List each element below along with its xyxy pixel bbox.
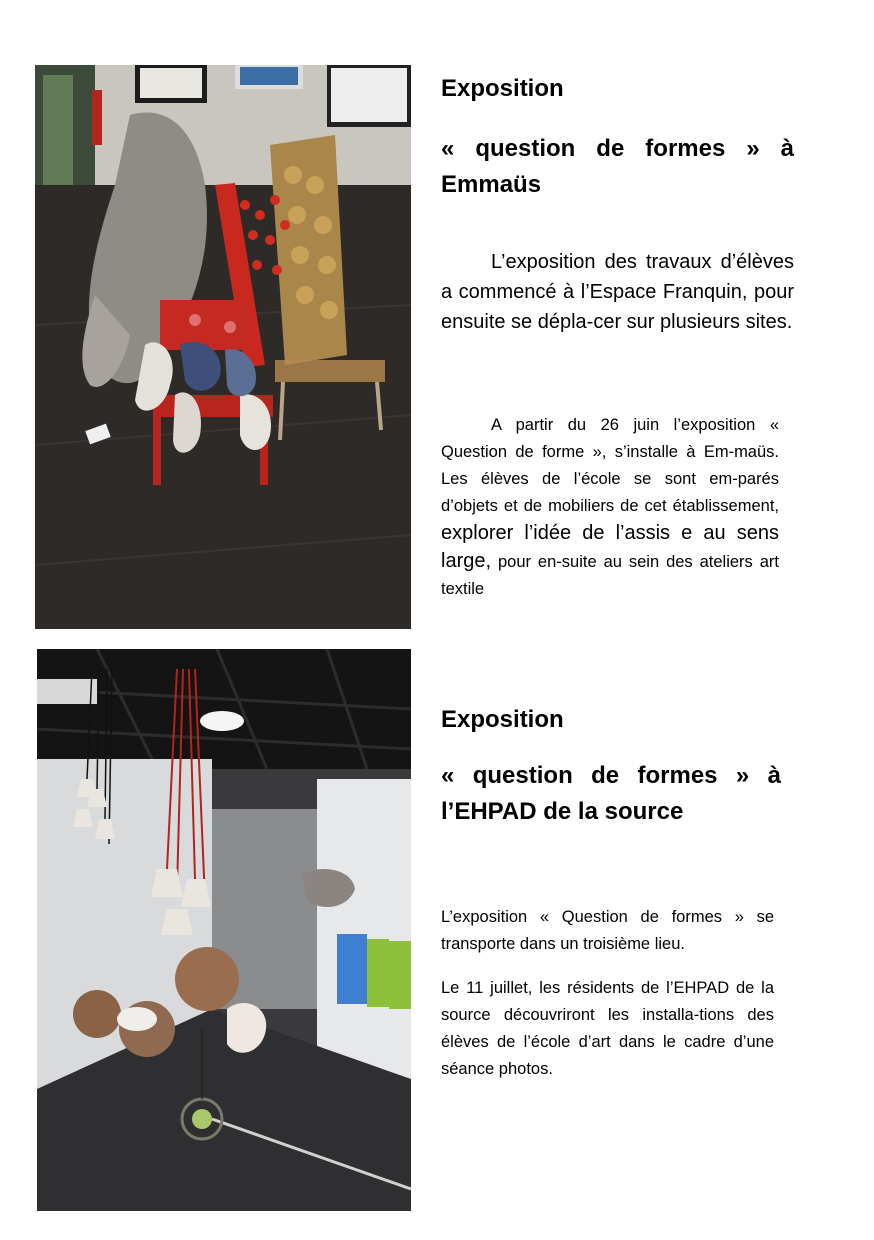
section2-subtitle: « question de formes » à l’EHPAD de la source xyxy=(441,762,781,825)
photo-chairs-sculpture xyxy=(35,65,411,629)
photo-hanging-lamps xyxy=(37,649,411,1211)
section2-paragraph1: L’exposition « Question de formes » se transporte dans un troisième lieu. xyxy=(441,908,774,953)
section1-title: Exposition xyxy=(441,75,564,102)
section1-paragraph xyxy=(441,412,779,603)
section1-lead: L’exposition des travaux d’élèves a commencé à l’Espace Franquin, pour ensuite se dépla-cer sur plusieurs sites. xyxy=(441,251,794,333)
section1-paragraph-part2: explorer l’idée de l’assis e au sens large, xyxy=(441,522,779,572)
section1-paragraph-part1: A partir du 26 juin l’exposition « Question de forme », s’installe à Em-maüs. Les élèves de l’école se sont em-parés d’objets et de mobiliers de cet établissement, xyxy=(441,416,779,515)
section2-title: Exposition xyxy=(441,706,564,733)
section1-paragraph-part3: pour en-suite au sein des ateliers art textile xyxy=(441,553,779,598)
section1-subtitle: « question de formes » à Emmaüs xyxy=(441,135,794,198)
section2-paragraph2: Le 11 juillet, les résidents de l’EHPAD de la source découvriront les installa-tions des élèves de l’école d’art dans le cadre d’une séance photos. xyxy=(441,979,774,1078)
